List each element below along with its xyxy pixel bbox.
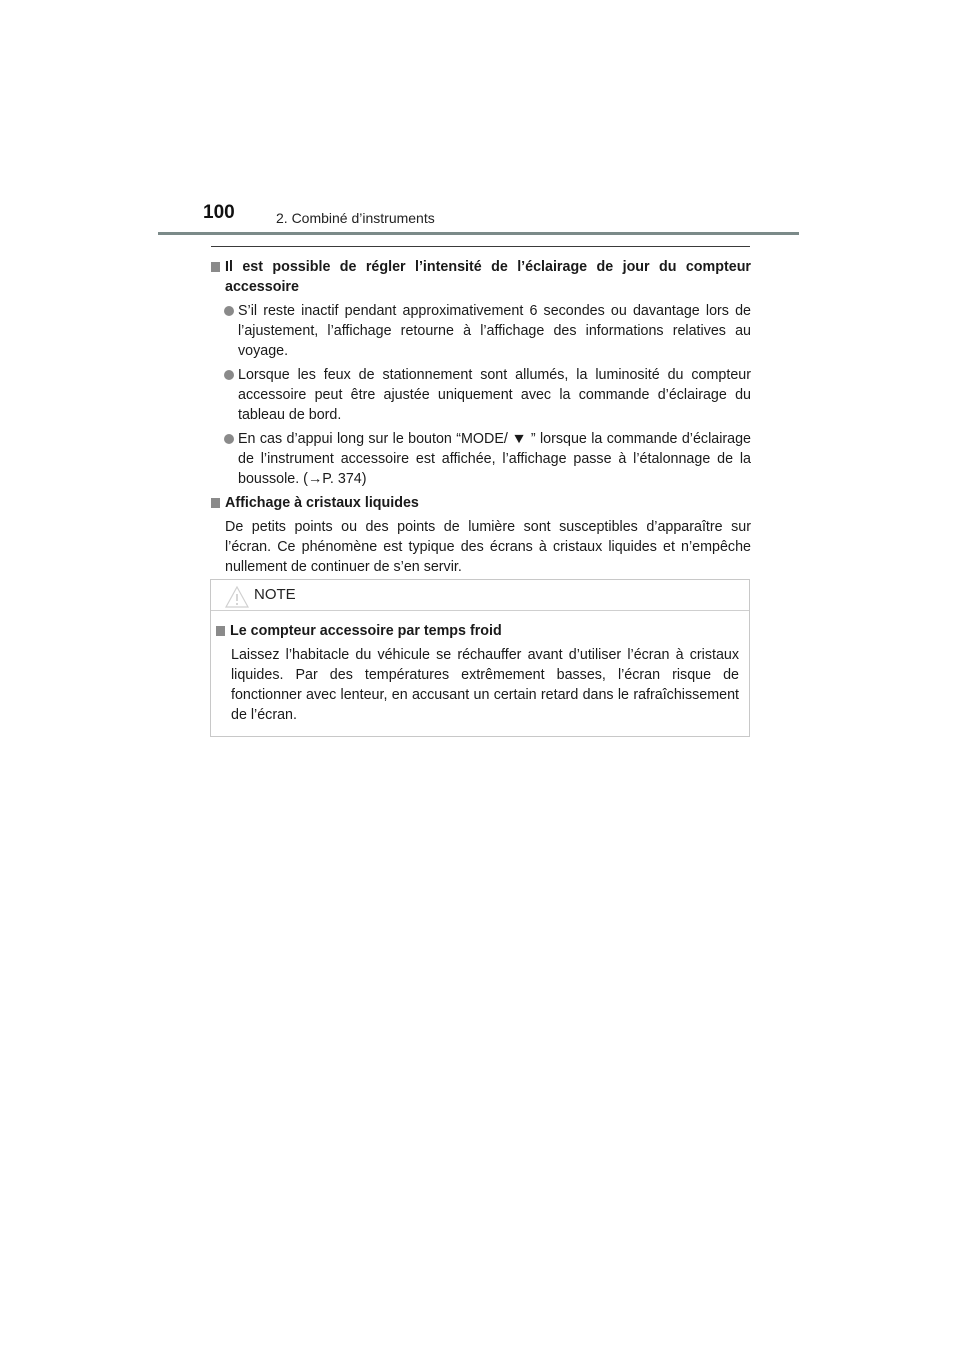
page-number: 100 [203,202,235,223]
content [211,257,751,577]
note-body [211,611,749,725]
round-bullet-icon [224,370,234,380]
bullet-text-part: En cas d’appui long sur le bouton “MODE/ [238,431,513,447]
section-heading-text: Affichage à cristaux liquides [225,495,419,511]
warning-triangle-icon [225,586,249,608]
square-bullet-icon [211,262,220,272]
section-heading [211,257,751,297]
page-reference: P. 374) [322,471,367,487]
bullet-item [211,301,751,361]
bullet-item [211,365,751,425]
bullet-text-part: ” lorsque la commande d’éclairage de l’instrument accessoire est affichée, l’affichage passe à l’étalonnage de la boussole. ( [238,431,751,487]
round-bullet-icon [224,434,234,444]
bullet-text: Lorsque les feux de stationnement sont allumés, la luminosité du compteur accessoire peut être ajustée uniquement avec la commande d’éclairage du tableau de bord. [238,367,751,423]
arrow-right-icon: → [307,471,323,487]
header-rule [158,232,799,235]
section-paragraph: De petits points ou des points de lumière sont susceptibles d’apparaître sur l’écran. Ce phénomène est typique des écrans à cristaux liquides et n’empêche nullement de continuer de s’en servir. [225,519,751,575]
square-bullet-icon [216,626,225,636]
note-header [211,580,749,611]
section-heading-text: Il est possible de régler l’intensité de l’éclairage de jour du compteur accessoire [225,259,751,295]
section-heading [211,493,751,513]
chapter-title: 2. Combiné d’instruments [276,210,435,226]
note-label: NOTE [254,586,296,603]
note-box [210,579,750,737]
content-rule [211,246,750,247]
bullet-item [211,429,751,489]
bullet-text: S’il reste inactif pendant approximativement 6 secondes ou davantage lors de l’ajustement, l’affichage retourne à l’affichage des informations relatives au voyage. [238,303,751,359]
note-heading [216,621,739,641]
note-paragraph: Laissez l’habitacle du véhicule se réchauffer avant d’utiliser l’écran à cristaux liquides. Par des températures extrêmement basses, l’écran risque de fonctionner avec lenteur, en accusant un certain retard dans le rafraîchissement de l’écran. [231,647,739,723]
note-heading-text: Le compteur accessoire par temps froid [230,623,502,639]
square-bullet-icon [211,498,220,508]
down-triangle-icon: ▼ [511,431,528,447]
round-bullet-icon [224,306,234,316]
